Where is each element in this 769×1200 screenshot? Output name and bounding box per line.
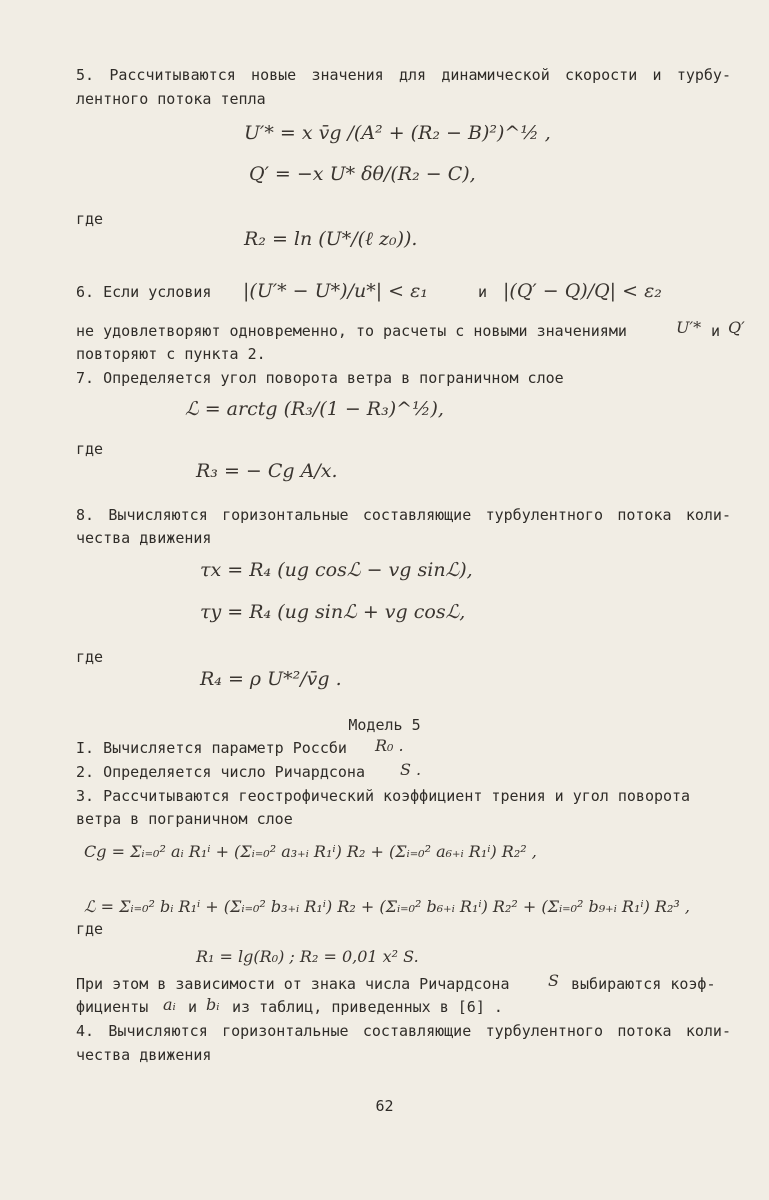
text-line: 7. Определяется угол поворота ветра в пограничном слое <box>76 369 564 387</box>
text-line: ветра в пограничном слое <box>76 810 293 828</box>
formula-inline: U′* <box>676 318 702 337</box>
formula-inline: R₀ . <box>375 736 404 755</box>
formula-condition-2: |(Q′ − Q)/Q| < ε₂ <box>503 280 662 302</box>
text-line: выбираются коэф- <box>571 975 716 993</box>
text-line: При этом в зависимости от знака числа Ричардсона <box>76 975 510 993</box>
section-heading: Модель 5 <box>348 716 421 734</box>
formula-inline: bᵢ <box>206 995 220 1014</box>
page-number: 62 <box>375 1097 394 1115</box>
formula-heat-flux: Q′ = −x U* δθ/(R₂ − C), <box>249 163 476 185</box>
text-line: 6. Если условия <box>76 283 212 301</box>
text-where: где <box>76 648 104 666</box>
formula-inline: Q′ <box>728 318 745 337</box>
text-line: 5. Рассчитываются новые значения для динамической скорости и турбу- <box>76 66 731 84</box>
text-where: где <box>76 440 104 458</box>
text-line: 2. Определяется число Ричардсона <box>76 763 365 781</box>
text-line: 4. Вычисляются горизонтальные составляющие турбулентного потока коли- <box>76 1022 731 1040</box>
text-line: не удовлетворяют одновременно, то расчеты с новыми значениями <box>76 322 627 340</box>
text-where: где <box>76 920 104 938</box>
text-line: I. Вычисляется параметр Россби <box>76 739 347 757</box>
text-line: из таблиц, приведенных в [6] . <box>232 998 503 1016</box>
text-line: 8. Вычисляются горизонтальные составляющие турбулентного потока коли- <box>76 506 731 524</box>
text-line: фициенты <box>76 998 149 1016</box>
formula-condition-1: |(U′* − U*)/u*| < ε₁ <box>243 280 428 302</box>
text-line: лентного потока тепла <box>76 90 266 108</box>
formula-tau-y: τy = R₄ (ug sinℒ + vg cosℒ, <box>200 601 466 623</box>
formula-inline: S . <box>400 760 422 779</box>
text-line: 3. Рассчитываются геострофический коэффициент трения и угол поворота <box>76 787 691 805</box>
formula-tau-x: τx = R₄ (ug cosℒ − vg sinℒ), <box>200 559 473 581</box>
formula-r3: R₃ = − Cg A/x. <box>196 460 338 482</box>
text-line: и <box>188 998 198 1016</box>
formula-r4: R₄ = ρ U*²/v̄g . <box>200 668 342 690</box>
formula-dynamic-velocity: U′* = x v̄g /(A² + (R₂ − B)²)^½ , <box>244 122 551 144</box>
formula-r2: R₂ = ln (U*/(ℓ z₀)). <box>244 228 418 250</box>
formula-inline: aᵢ <box>163 995 176 1014</box>
formula-cg: Cg = Σᵢ₌₀² aᵢ R₁ⁱ + (Σᵢ₌₀² a₃₊ᵢ R₁ⁱ) R₂ + (Σᵢ₌₀² a₆₊ᵢ R₁ⁱ) R₂² , <box>84 842 537 861</box>
formula-angle-series: ℒ = Σᵢ₌₀² bᵢ R₁ⁱ + (Σᵢ₌₀² b₃₊ᵢ R₁ⁱ) R₂ + (Σᵢ₌₀² b₆₊ᵢ R₁ⁱ) R₂² + (Σᵢ₌₀² b₉₊ᵢ R₁ⁱ) R₂³ , <box>84 897 690 916</box>
text-line: чества движения <box>76 1046 212 1064</box>
text-line: и <box>711 322 721 340</box>
text-line: и <box>478 283 488 301</box>
formula-inline: S <box>548 971 559 990</box>
text-line: чества движения <box>76 529 212 547</box>
text-where: где <box>76 210 104 228</box>
text-line: повторяют с пункта 2. <box>76 345 266 363</box>
formula-turning-angle: ℒ = arctg (R₃/(1 − R₃)^½), <box>185 398 444 420</box>
formula-r1-r2: R₁ = lg(R₀) ; R₂ = 0,01 x² S. <box>196 947 419 966</box>
